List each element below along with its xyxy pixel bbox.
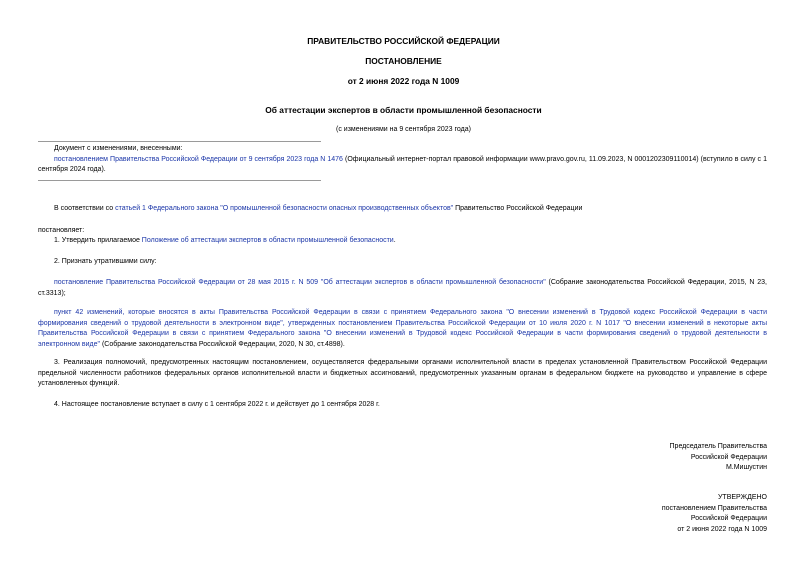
- item-2: 2. Признать утратившими силу:: [54, 258, 157, 265]
- item-2b-tail: (Собрание законодательства Российской Федерации, 2020, N 30, ст.4898).: [100, 340, 345, 348]
- item-4: 4. Настоящее постановление вступает в силу с 1 сентября 2022 г. и действует до 1 сентября 2028 г.: [54, 401, 380, 408]
- item-2a: [38, 278, 767, 299]
- document-type: ПОСТАНОВЛЕНИЕ: [365, 56, 442, 66]
- approval-by: постановлением Правительства: [661, 504, 767, 512]
- changes-tail: (Официальный интернет-портал правовой информации www.pravo.gov.ru, 11.09.2023, N 0001202309110014) (вступило в силу с 1 сентября 2024 года).: [38, 155, 767, 173]
- resolves-line: постановляет:: [38, 227, 85, 234]
- item-1: [38, 236, 767, 247]
- document-title: Об аттестации экспертов в области промышленной безопасности: [265, 105, 542, 115]
- item-1-link[interactable]: Положение об аттестации экспертов в области промышленной безопасности: [141, 237, 394, 244]
- changes-entry: [38, 155, 767, 176]
- item-1-pre: 1. Утвердить прилагаемое: [54, 237, 142, 244]
- item-2a-link[interactable]: постановление Правительства Российской Федерации от 28 мая 2015 г. N 509 "Об аттестации экспертов в области промышленной безопасности": [54, 279, 546, 286]
- item-1-post: .: [393, 237, 396, 244]
- item-2b-link[interactable]: пункт 42 изменений, которые вносятся в акты Правительства Российской Федерации в связи с принятием Федерального закона "О внесении изменений в Трудовой кодекс Российской Федерации в части формирования сведений о трудовой деятельности в электронном виде", утвержденных постановлением Правительства Российской Федерации от 10 июля 2020 г. N 1017 "О внесении изменений в некоторые акты Правительства Российской Федерации в связи с принятием Федерального закона "О внесении изменений в Трудовой кодекс Российской Федерации в части формирования сведений о трудовой деятельности в электронном виде": [38, 309, 767, 348]
- changes-link[interactable]: постановлением Правительства Российской Федерации от 9 сентября 2023 года N 1476: [54, 155, 343, 163]
- changes-block: [38, 144, 767, 176]
- approval-title: УТВЕРЖДЕНО: [717, 494, 767, 501]
- government-name: ПРАВИТЕЛЬСТВО РОССИЙСКОЙ ФЕДЕРАЦИИ: [307, 36, 500, 46]
- document-date-number: от 2 июня 2022 года N 1009: [347, 76, 460, 86]
- item-3: 3. Реализация полномочий, предусмотренных настоящим постановлением, осуществляется федеральными органами исполнительной власти в пределах установленной Правительством Российской Федерации предельной численности работников федеральных органов исполнительной власти и бюджетных ассигнований, предусмотренных указанным органам в федеральном бюджете на руководство и управление в сфере установленных функций.: [38, 359, 767, 387]
- approval-block: [662, 493, 767, 535]
- preamble-pre: В соответствии со: [54, 205, 116, 212]
- changes-bottom-rule: [38, 180, 321, 181]
- signature-block: [670, 442, 767, 474]
- item-2b: [38, 308, 767, 350]
- signature-country: Российской Федерации: [690, 453, 767, 461]
- item-2a-tail: (Собрание законодательства Российской Федерации, 2015, N 23, ст.3313);: [38, 279, 767, 297]
- preamble: [38, 204, 767, 215]
- changes-intro: Документ с изменениями, внесенными:: [54, 145, 183, 152]
- preamble-post: Правительство Российской Федерации: [453, 205, 583, 212]
- signature-name: М.Мишустин: [725, 464, 767, 471]
- approval-country: Российской Федерации: [690, 515, 767, 522]
- signature-position: Председатель Правительства: [669, 443, 767, 450]
- amendment-note: (с изменениями на 9 сентября 2023 года): [336, 126, 471, 133]
- preamble-law-link[interactable]: статьей 1 Федерального закона "О промышленной безопасности опасных производственных объектов": [115, 205, 454, 212]
- changes-top-rule: [38, 141, 321, 142]
- approval-date: от 2 июня 2022 года N 1009: [677, 525, 767, 533]
